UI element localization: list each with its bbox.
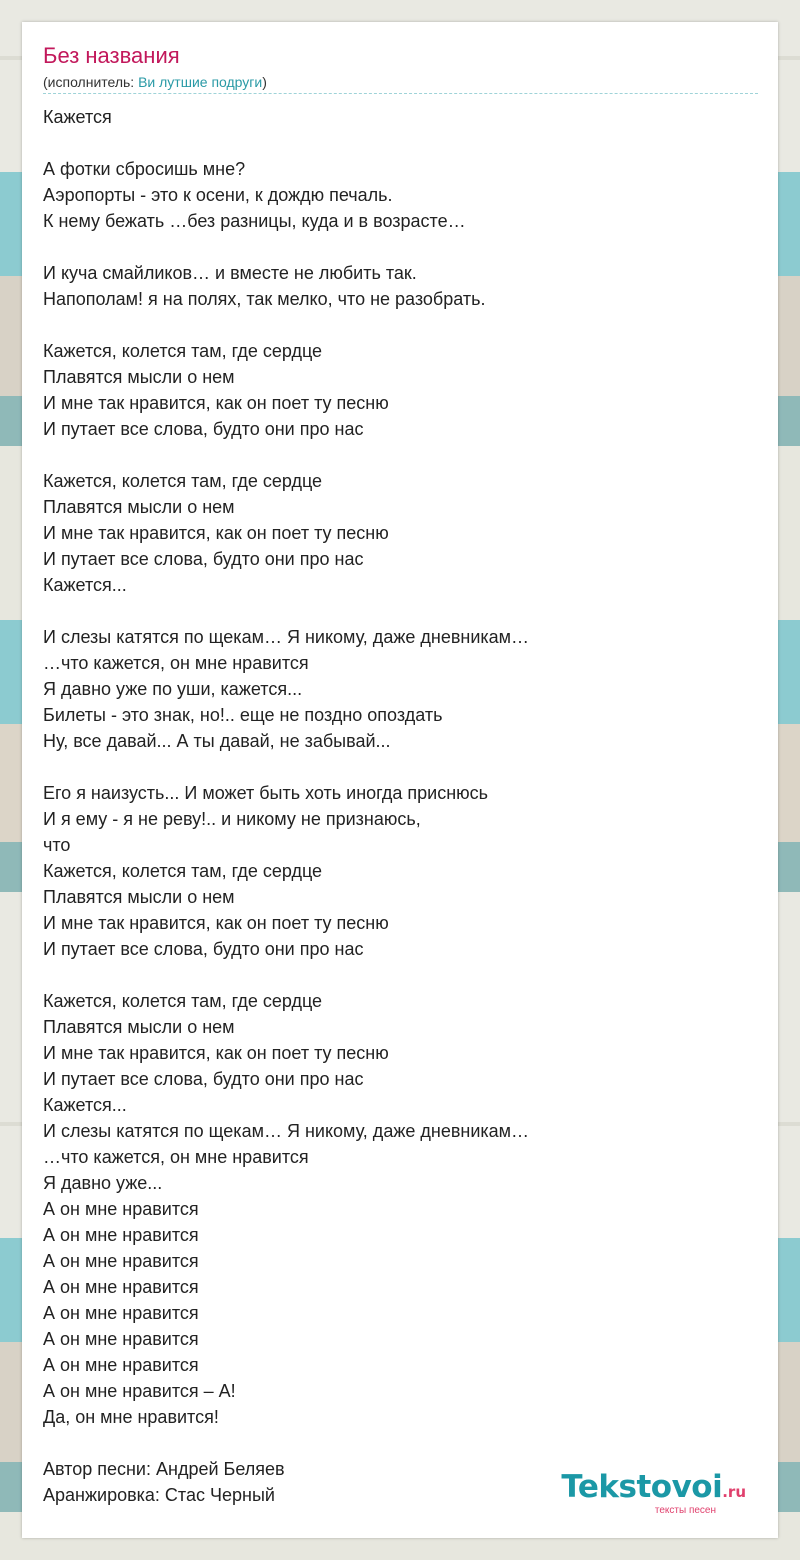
logo-main-text: Tekstovoi (561, 1469, 723, 1505)
lyric-line: Плавятся мысли о нем (43, 887, 235, 907)
lyric-line: И путает все слова, будто они про нас (43, 1069, 364, 1089)
lyric-line: что (43, 835, 71, 855)
lyric-line: А фотки сбросишь мне? (43, 159, 246, 179)
lyric-line: И куча смайликов… и вместе не любить так. (43, 263, 417, 283)
lyric-line: Кажется... (43, 1095, 127, 1115)
lyric-line: Кажется, колется там, где сердце (43, 341, 323, 361)
lyric-line: Аранжировка: Стас Черный (43, 1485, 275, 1505)
lyric-line: К нему бежать …без разницы, куда и в возрасте… (43, 211, 466, 231)
lyric-line: Его я наизусть... И может быть хоть иногда приснюсь (43, 783, 489, 803)
lyric-line: А он мне нравится (43, 1329, 199, 1349)
lyric-line (43, 598, 758, 624)
lyric-line: Аэропорты - это к осени, к дождю печаль. (43, 185, 393, 205)
logo-tagline: тексты песен (654, 1505, 716, 1516)
site-logo[interactable] (561, 1470, 746, 1516)
lyric-line: …что кажется, он мне нравится (43, 1147, 309, 1167)
lyric-line: А он мне нравится – А! (43, 1381, 236, 1401)
lyric-line (43, 754, 758, 780)
lyric-line: И мне так нравится, как он поет ту песню (43, 1043, 389, 1063)
lyric-line: Плавятся мысли о нем (43, 367, 235, 387)
lyrics-text (43, 104, 758, 1508)
lyric-line: Я давно уже... (43, 1173, 163, 1193)
lyric-line: Билеты - это знак, но!.. еще не поздно опоздать (43, 705, 443, 725)
lyric-line: А он мне нравится (43, 1251, 199, 1271)
lyric-line: А он мне нравится (43, 1199, 199, 1219)
lyric-line (43, 442, 758, 468)
lyric-line: Кажется, колется там, где сердце (43, 471, 323, 491)
artist-prefix: (исполнитель: (43, 74, 139, 90)
lyric-line (43, 130, 758, 156)
lyric-line: Я давно уже по уши, кажется... (43, 679, 303, 699)
lyric-line (43, 962, 758, 988)
lyric-line: И мне так нравится, как он поет ту песню (43, 523, 389, 543)
lyric-line: И мне так нравится, как он поет ту песню (43, 913, 389, 933)
lyrics-page (22, 22, 778, 1538)
lyric-line: Да, он мне нравится! (43, 1407, 219, 1427)
lyric-line: И слезы катятся по щекам… Я никому, даже дневникам… (43, 627, 530, 647)
logo-domain: .ru (722, 1483, 746, 1501)
lyric-line: Кажется, колется там, где сердце (43, 861, 323, 881)
lyric-line: Кажется, колется там, где сердце (43, 991, 323, 1011)
lyric-line: Ну, все давай... А ты давай, не забывай... (43, 731, 391, 751)
lyric-line: И я ему - я не реву!.. и никому не признаюсь, (43, 809, 421, 829)
artist-suffix: ) (262, 74, 267, 90)
lyric-line: И путает все слова, будто они про нас (43, 549, 364, 569)
lyric-line (43, 312, 758, 338)
lyric-line (43, 234, 758, 260)
lyric-line: И путает все слова, будто они про нас (43, 939, 364, 959)
lyric-line: А он мне нравится (43, 1277, 199, 1297)
lyric-line: Плавятся мысли о нем (43, 1017, 235, 1037)
title-divider (43, 93, 758, 94)
lyric-line: И мне так нравится, как он поет ту песню (43, 393, 389, 413)
lyric-line: Кажется (43, 107, 112, 127)
lyric-line: А он мне нравится (43, 1225, 199, 1245)
lyric-line: Плавятся мысли о нем (43, 497, 235, 517)
lyric-line: И слезы катятся по щекам… Я никому, даже дневникам… (43, 1121, 530, 1141)
artist-line (43, 73, 267, 91)
artist-link[interactable]: Ви лутшие подруги (138, 74, 263, 90)
lyric-line (43, 1430, 758, 1456)
lyric-line: А он мне нравится (43, 1355, 199, 1375)
lyric-line: Автор песни: Андрей Беляев (43, 1459, 285, 1479)
song-title: Без названия (43, 43, 180, 68)
logo-wordmark (561, 1470, 746, 1509)
lyric-line: Напополам! я на полях, так мелко, что не разобрать. (43, 289, 486, 309)
lyric-line: А он мне нравится (43, 1303, 199, 1323)
lyric-line: Кажется... (43, 575, 127, 595)
lyric-line: …что кажется, он мне нравится (43, 653, 309, 673)
lyric-line: И путает все слова, будто они про нас (43, 419, 364, 439)
